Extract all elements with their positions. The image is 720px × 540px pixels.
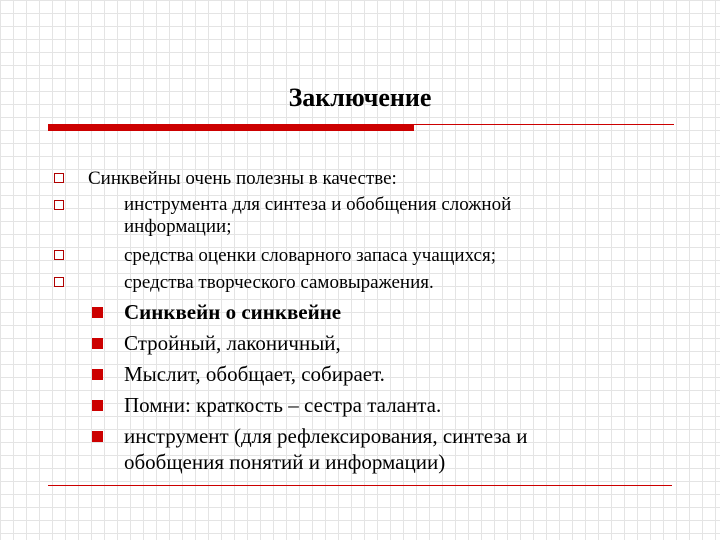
sub-bullet-text: Помни: краткость – сестра таланта. <box>124 393 442 417</box>
hollow-square-bullet-icon <box>54 277 64 287</box>
title-underline-thick <box>48 124 414 131</box>
hollow-square-bullet-icon <box>54 250 64 260</box>
bullet-text: средства оценки словарного запаса учащихся; <box>124 245 496 266</box>
hollow-square-bullet-icon <box>54 173 64 183</box>
footer-divider <box>48 485 672 486</box>
sub-bullet-heading: Синквейн о синквейне <box>124 300 342 324</box>
title-underline-thin <box>414 124 674 125</box>
sub-bullet-text: инструмент (для рефлексирования, синтеза и обобщения понятий и информации) <box>124 424 528 474</box>
sub-bullet-text: Мыслит, обобщает, собирает. <box>124 362 385 386</box>
filled-square-bullet-icon <box>92 307 103 318</box>
bullet-text: инструмента для синтеза и обобщения сложной информации; <box>124 194 512 237</box>
bullet-text: средства творческого самовыражения. <box>124 272 434 293</box>
bullet-text: Синквейны очень полезны в качестве: <box>88 168 397 189</box>
filled-square-bullet-icon <box>92 369 103 380</box>
filled-square-bullet-icon <box>92 431 103 442</box>
hollow-square-bullet-icon <box>54 200 64 210</box>
filled-square-bullet-icon <box>92 338 103 349</box>
slide-title: Заключение <box>288 83 432 112</box>
filled-square-bullet-icon <box>92 400 103 411</box>
sub-bullet-text: Стройный, лаконичный, <box>124 331 341 355</box>
